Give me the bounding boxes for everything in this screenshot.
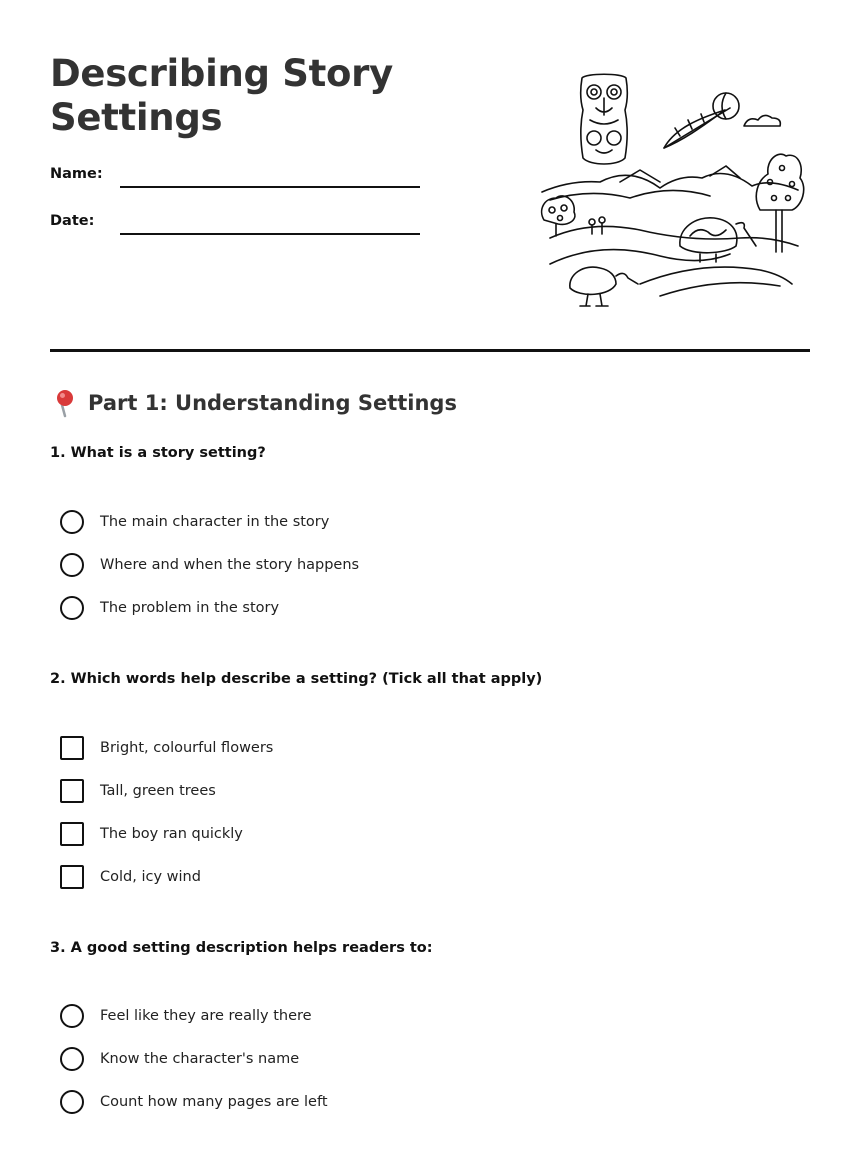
flowers-icon	[589, 217, 605, 234]
part1-heading	[50, 388, 457, 418]
q2-option-3[interactable]	[60, 821, 243, 847]
option-label: The boy ran quickly	[100, 826, 243, 842]
carved-pole-icon	[581, 74, 628, 164]
option-label: Count how many pages are left	[100, 1094, 328, 1110]
tree-icon	[756, 154, 803, 252]
title-line-1: Describing Story	[50, 52, 393, 95]
option-label: Know the character's name	[100, 1051, 300, 1067]
hills-icon	[550, 226, 798, 296]
option-label: Where and when the story happens	[100, 557, 360, 573]
question-1: 1. What is a story setting?	[50, 445, 266, 461]
kiwi-bird-icon	[570, 267, 638, 306]
option-label: Tall, green trees	[100, 783, 216, 799]
q3-option-2[interactable]	[60, 1046, 299, 1072]
q1-option-2[interactable]	[60, 552, 359, 578]
option-label: The problem in the story	[100, 600, 280, 616]
radio-button[interactable]	[60, 1047, 84, 1071]
sun-icon	[713, 93, 739, 119]
q2-option-2[interactable]	[60, 778, 216, 804]
feather-icon	[664, 108, 730, 148]
q1-option-1[interactable]	[60, 509, 329, 535]
radio-button[interactable]	[60, 1004, 84, 1028]
bush-icon	[542, 196, 575, 236]
checkbox[interactable]	[60, 865, 84, 889]
radio-button[interactable]	[60, 553, 84, 577]
cloud-icon	[744, 115, 780, 126]
kiwi-icon	[680, 218, 756, 262]
radio-button[interactable]	[60, 510, 84, 534]
checkbox[interactable]	[60, 822, 84, 846]
radio-button[interactable]	[60, 1090, 84, 1114]
title-line-2: Settings	[50, 96, 223, 139]
option-label: Bright, colourful flowers	[100, 740, 274, 756]
checkbox[interactable]	[60, 736, 84, 760]
q3-option-3[interactable]	[60, 1089, 328, 1115]
option-label: The main character in the story	[100, 514, 330, 530]
option-label: Cold, icy wind	[100, 869, 201, 885]
name-blank-line[interactable]	[120, 186, 420, 188]
pin-icon	[50, 388, 80, 418]
worksheet-title	[50, 52, 393, 140]
radio-button[interactable]	[60, 596, 84, 620]
name-label: Name:	[50, 166, 103, 182]
q1-option-3[interactable]	[60, 595, 279, 621]
question-3: 3. A good setting description helps readers to:	[50, 940, 433, 956]
q2-option-1[interactable]	[60, 735, 273, 761]
section-divider	[50, 349, 810, 352]
question-2: 2. Which words help describe a setting? (Tick all that apply)	[50, 671, 543, 687]
q3-option-1[interactable]	[60, 1003, 312, 1029]
q2-option-4[interactable]	[60, 864, 201, 890]
date-label: Date:	[50, 213, 95, 229]
date-blank-line[interactable]	[120, 233, 420, 235]
part1-heading-text: Part 1: Understanding Settings	[88, 391, 457, 415]
landscape-illustration	[530, 70, 810, 315]
checkbox[interactable]	[60, 779, 84, 803]
option-label: Feel like they are really there	[100, 1008, 312, 1024]
